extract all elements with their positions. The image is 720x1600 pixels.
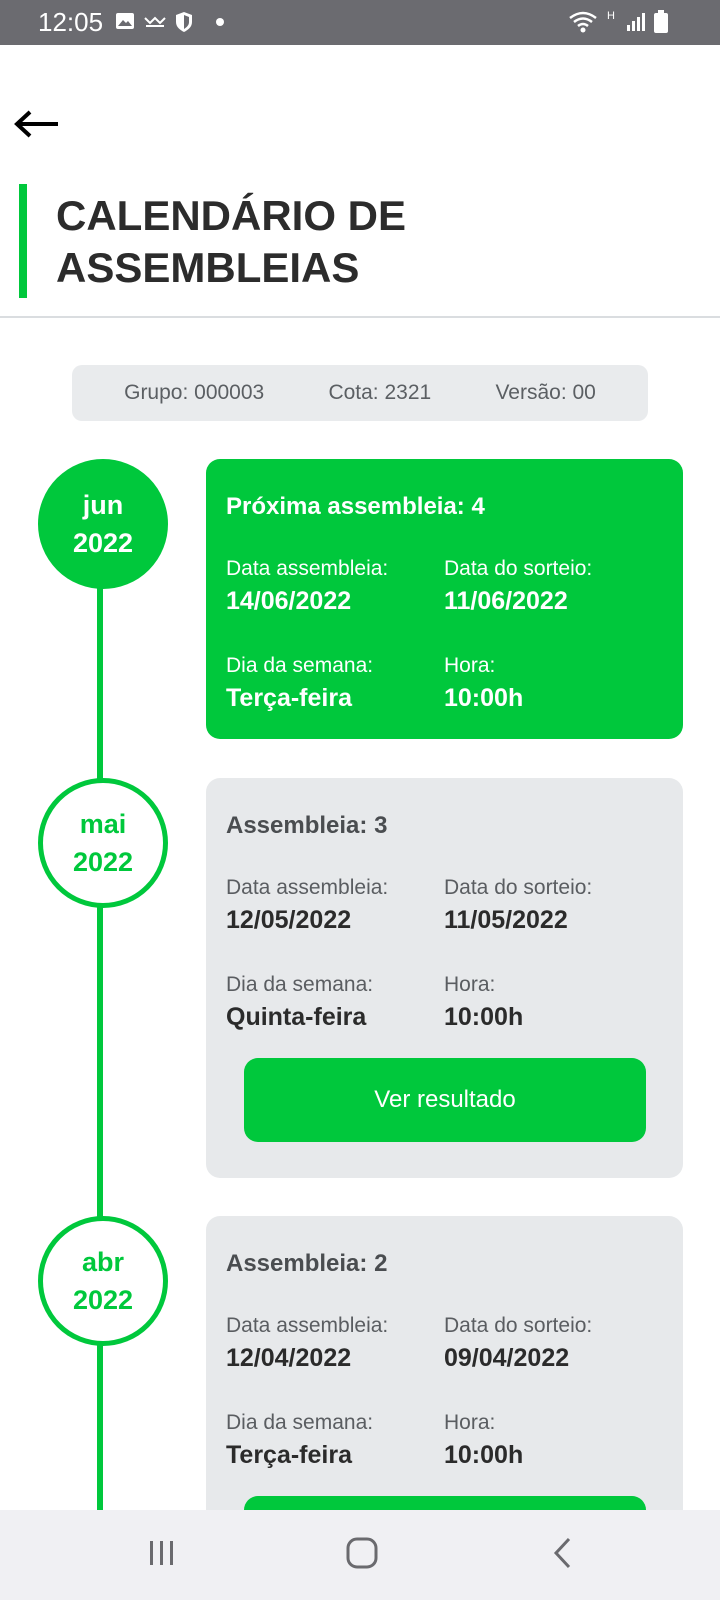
time-field [444, 1411, 523, 1470]
field-label: Data do sorteio: [444, 876, 593, 899]
missed-call-icon [143, 11, 167, 36]
month-badge [38, 459, 168, 589]
wifi-icon [568, 10, 598, 39]
field-value: 11/05/2022 [444, 906, 568, 934]
field-value: 14/06/2022 [226, 587, 352, 615]
field-label: Data do sorteio: [444, 1314, 593, 1337]
draw-date-field [444, 876, 592, 935]
notification-dot [216, 18, 224, 26]
assembly-date-field [226, 1314, 388, 1373]
assembly-title: Próxima assembleia: 4 [226, 493, 485, 520]
shield-icon [174, 11, 194, 38]
field-value: 12/04/2022 [226, 1344, 352, 1372]
page-title: CALENDÁRIO DE ASSEMBLEIAS [56, 192, 407, 291]
assembly-date-field [226, 876, 388, 935]
nav-back-button[interactable] [538, 1532, 588, 1578]
arrow-left-icon [14, 109, 60, 144]
year-label: 2022 [72, 1285, 134, 1315]
battery-icon [654, 10, 668, 39]
field-value: 11/06/2022 [444, 587, 568, 615]
home-button[interactable] [337, 1532, 387, 1578]
time-field [444, 654, 523, 713]
field-label: Dia da semana: [226, 973, 374, 996]
home-icon [345, 1536, 379, 1575]
back-icon [551, 1536, 575, 1575]
month-label: jun [82, 490, 124, 520]
field-label: Hora: [444, 654, 496, 677]
group-number: Grupo: 000003 [124, 381, 265, 404]
month-badge [38, 1216, 168, 1346]
quota-info [72, 365, 648, 421]
system-nav-bar [0, 1510, 720, 1600]
timeline-line [97, 580, 103, 1510]
field-value: 10:00h [444, 1441, 524, 1469]
field-label: Data do sorteio: [444, 557, 593, 580]
year-label: 2022 [72, 847, 134, 877]
image-icon [115, 11, 135, 36]
version-number: Versão: 00 [495, 381, 596, 404]
draw-date-field [444, 1314, 592, 1373]
field-value: 10:00h [444, 684, 524, 712]
year-label: 2022 [72, 528, 134, 558]
field-label: Dia da semana: [226, 1411, 374, 1434]
title-accent-bar [19, 184, 27, 298]
month-label: abr [81, 1247, 125, 1277]
recent-apps-icon [147, 1539, 177, 1572]
status-bar [0, 0, 720, 45]
assembly-title: Assembleia: 2 [226, 1250, 388, 1277]
month-label: mai [79, 809, 127, 839]
field-value: Terça-feira [226, 1441, 352, 1469]
view-result-button[interactable] [244, 1496, 646, 1510]
draw-date-field [444, 557, 592, 616]
time-field [444, 973, 523, 1032]
assembly-title: Assembleia: 3 [226, 812, 388, 839]
field-label: Dia da semana: [226, 654, 374, 677]
field-label: Hora: [444, 973, 496, 996]
field-value: 10:00h [444, 1003, 524, 1031]
back-button[interactable] [14, 106, 64, 146]
field-label: Hora: [444, 1411, 496, 1434]
field-label: Data assembleia: [226, 557, 389, 580]
recent-apps-button[interactable] [137, 1532, 187, 1578]
weekday-field [226, 654, 373, 713]
field-label: Data assembleia: [226, 1314, 389, 1337]
field-value: 12/05/2022 [226, 906, 352, 934]
field-value: Terça-feira [226, 684, 352, 712]
hd-icon: H [607, 10, 615, 22]
field-value: 09/04/2022 [444, 1344, 570, 1372]
view-result-button[interactable]: Ver resultado [244, 1058, 646, 1142]
weekday-field [226, 1411, 373, 1470]
month-badge [38, 778, 168, 908]
field-value: Quinta-feira [226, 1003, 367, 1031]
field-label: Data assembleia: [226, 876, 389, 899]
assembly-card-next [206, 459, 683, 739]
weekday-field [226, 973, 373, 1032]
assembly-card [206, 778, 683, 1178]
assembly-date-field [226, 557, 388, 616]
signal-icon [626, 10, 648, 37]
quota-number: Cota: 2321 [328, 381, 432, 404]
status-time: 12:05 [38, 7, 104, 37]
header-divider [0, 316, 720, 318]
assembly-card [206, 1216, 683, 1510]
